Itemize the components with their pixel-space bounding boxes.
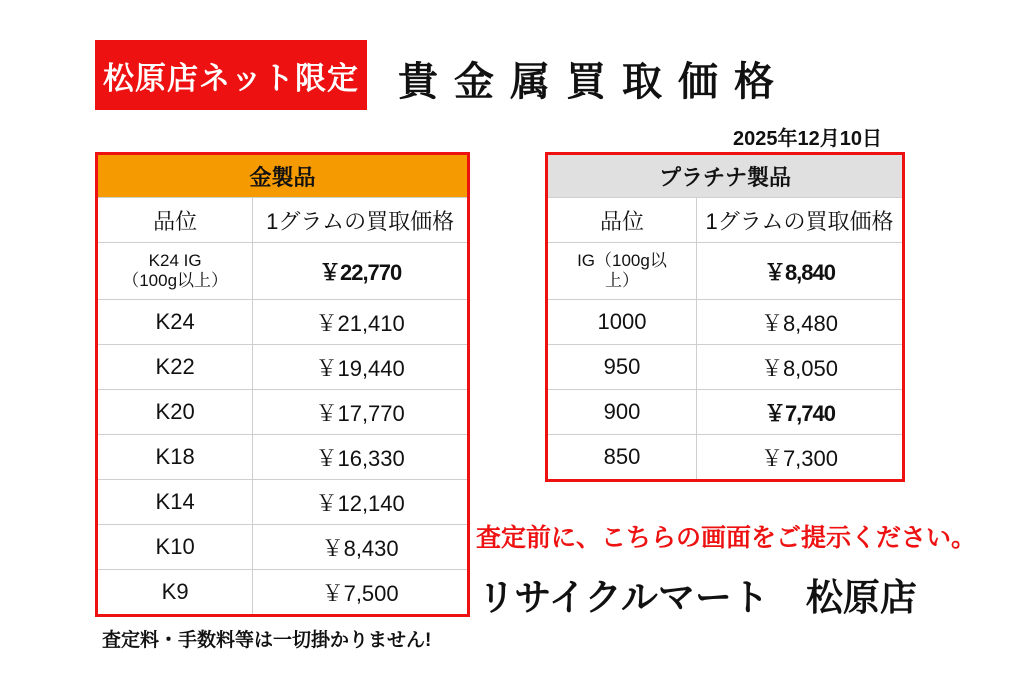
fee-note: 査定料・手数料等は一切掛かりません! bbox=[102, 630, 432, 651]
gold-grade-cell: K10 bbox=[97, 525, 253, 570]
gold-col-grade: 品位 bbox=[97, 198, 253, 243]
platinum-price-table bbox=[545, 152, 905, 482]
table-row bbox=[97, 300, 469, 345]
gold-grade-cell: K9 bbox=[97, 570, 253, 616]
table-row bbox=[97, 570, 469, 616]
platinum-price-cell: ￥8,480 bbox=[696, 300, 903, 345]
gold-price-cell: ￥17,770 bbox=[253, 390, 469, 435]
gold-grade-cell: K24 bbox=[97, 300, 253, 345]
table-header-row bbox=[547, 154, 904, 198]
gold-grade-sublabel: （100g以上） bbox=[122, 271, 229, 290]
platinum-price-cell: ￥7,300 bbox=[696, 435, 903, 481]
gold-price-cell: ￥16,330 bbox=[253, 435, 469, 480]
platinum-grade-sublabel: 上） bbox=[604, 271, 639, 290]
gold-grade-cell: K14 bbox=[97, 480, 253, 525]
table-row bbox=[97, 480, 469, 525]
gold-grade-label: K24 IG bbox=[148, 251, 202, 271]
table-row bbox=[97, 525, 469, 570]
net-limited-badge: 松原店ネット限定 bbox=[95, 40, 367, 110]
platinum-price-cell: ￥8,050 bbox=[696, 345, 903, 390]
platinum-grade-cell bbox=[547, 243, 697, 300]
table-row bbox=[97, 435, 469, 480]
gold-price-cell: ￥7,500 bbox=[253, 570, 469, 616]
platinum-table-header: プラチナ製品 bbox=[547, 154, 904, 198]
platinum-price-cell: ￥8,840 bbox=[696, 243, 903, 300]
gold-grade-cell: K22 bbox=[97, 345, 253, 390]
table-row bbox=[97, 345, 469, 390]
gold-price-cell: ￥22,770 bbox=[253, 243, 469, 300]
platinum-grade-cell: 1000 bbox=[547, 300, 697, 345]
platinum-col-grade: 品位 bbox=[547, 198, 697, 243]
gold-grade-cell: K20 bbox=[97, 390, 253, 435]
gold-price-cell: ￥12,140 bbox=[253, 480, 469, 525]
platinum-grade-cell: 900 bbox=[547, 390, 697, 435]
table-row bbox=[547, 243, 904, 300]
table-row bbox=[547, 345, 904, 390]
gold-price-table bbox=[95, 152, 470, 617]
gold-grade-cell: K18 bbox=[97, 435, 253, 480]
platinum-grade-cell: 850 bbox=[547, 435, 697, 481]
table-subheader-row bbox=[547, 198, 904, 243]
platinum-col-price: 1グラムの買取価格 bbox=[696, 198, 903, 243]
quote-date: 2025年12月10日 bbox=[733, 128, 882, 150]
shop-name: リサイクルマート 松原店 bbox=[478, 577, 917, 618]
gold-col-price: 1グラムの買取価格 bbox=[253, 198, 469, 243]
table-row bbox=[97, 390, 469, 435]
gold-grade-cell bbox=[97, 243, 253, 300]
platinum-grade-cell: 950 bbox=[547, 345, 697, 390]
gold-table-header: 金製品 bbox=[97, 154, 469, 198]
gold-price-cell: ￥21,410 bbox=[253, 300, 469, 345]
table-row bbox=[97, 243, 469, 300]
table-subheader-row bbox=[97, 198, 469, 243]
presentation-note: 査定前に、こちらの画面をご提示ください。 bbox=[476, 524, 977, 552]
gold-price-cell: ￥8,430 bbox=[253, 525, 469, 570]
table-row bbox=[547, 300, 904, 345]
platinum-price-cell: ￥7,740 bbox=[696, 390, 903, 435]
table-row bbox=[547, 390, 904, 435]
table-header-row bbox=[97, 154, 469, 198]
page-title: 貴金属買取価格 bbox=[398, 60, 790, 104]
table-row bbox=[547, 435, 904, 481]
gold-price-cell: ￥19,440 bbox=[253, 345, 469, 390]
platinum-grade-label: IG（100g以 bbox=[577, 251, 667, 271]
